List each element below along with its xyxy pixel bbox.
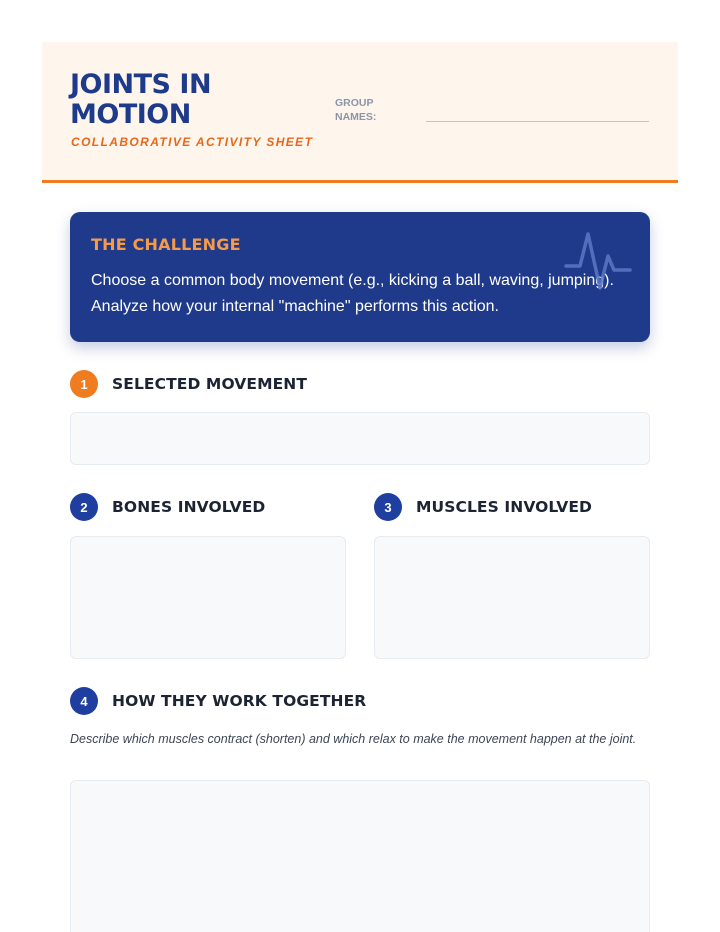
section-title-selected-movement: SELECTED MOVEMENT [112,375,308,393]
page-subtitle: COLLABORATIVE ACTIVITY SHEET [71,135,314,149]
group-names-field[interactable] [426,121,649,122]
section-title-work-together: HOW THEY WORK TOGETHER [112,692,367,710]
challenge-card [70,212,650,342]
section-number-3: 3 [374,493,402,521]
section-number-4: 4 [70,687,98,715]
bones-field[interactable] [70,536,346,659]
section-number-1: 1 [70,370,98,398]
pulse-icon [564,226,636,298]
section-title-bones: BONES INVOLVED [112,498,266,516]
challenge-title: THE CHALLENGE [91,235,241,254]
selected-movement-field[interactable] [70,412,650,465]
worksheet-header [42,42,678,183]
challenge-text: Choose a common body movement (e.g., kicking a ball, waving, jumping). Analyze how your internal "machine" performs this action. [91,272,614,315]
work-together-field[interactable] [70,780,650,932]
page-title: JOINTS IN MOTION [70,69,212,130]
section-title-muscles: MUSCLES INVOLVED [416,498,593,516]
group-names-label: GROUP NAMES: [335,97,377,123]
section-description: Describe which muscles contract (shorten) and which relax to make the movement happen at the joint. [70,732,637,746]
muscles-field[interactable] [374,536,650,659]
section-number-2: 2 [70,493,98,521]
